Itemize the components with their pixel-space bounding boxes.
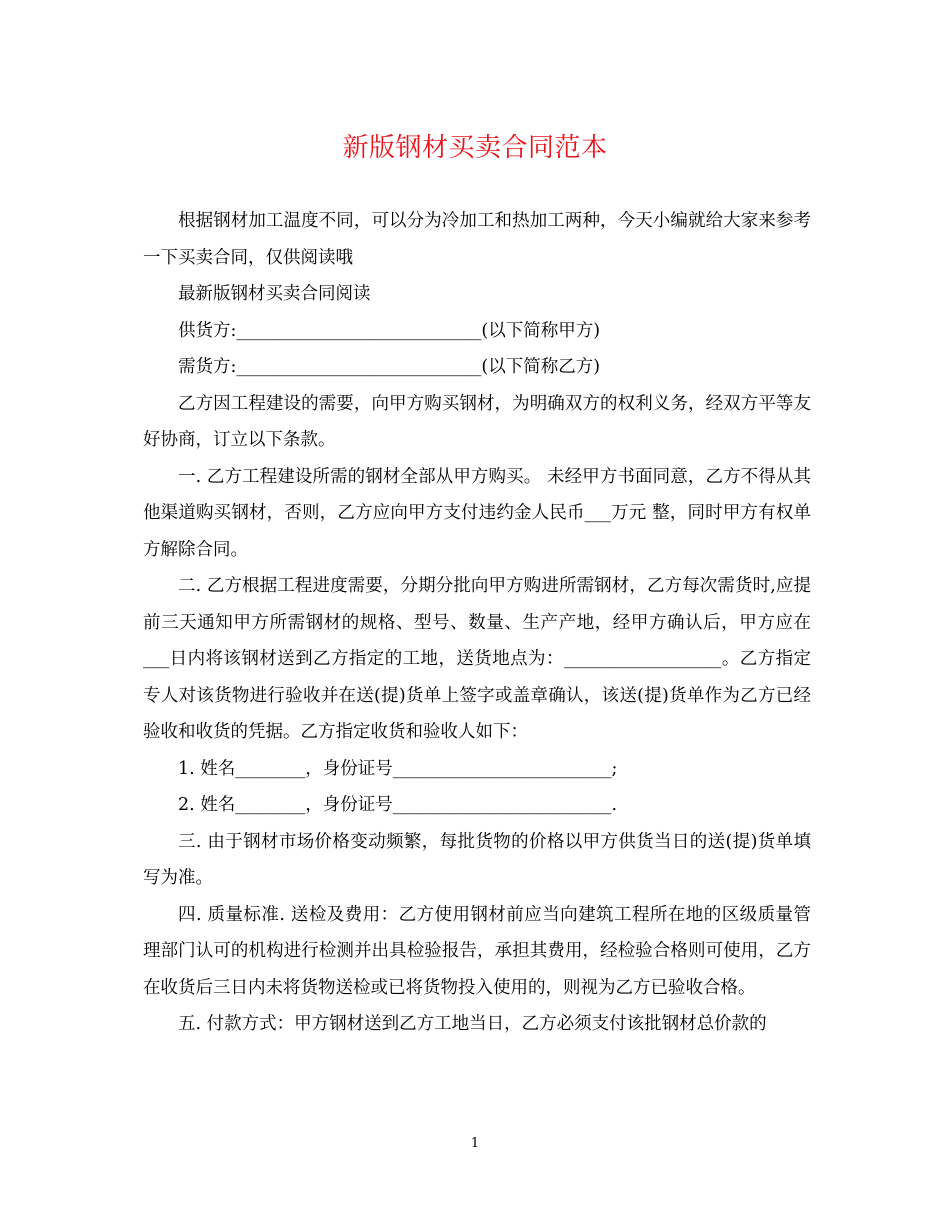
intro-paragraph: 根据钢材加工温度不同，可以分为冷加工和热加工两种，今天小编就给大家来参考一下买卖合同，仅供阅读哦 — [143, 211, 811, 268]
buyer-line: 需货方:____________________________(以下简称乙方) — [178, 357, 601, 377]
clause-4: 四. 质量标准. 送检及费用：乙方使用钢材前应当向建筑工程所在地的区级质量管理部门认可的机构进行检测并出具检验报告，承担其费用，经检验合格则可使用，乙方在收货后三日内未将货物送检或已将货物投入使用的，则视为乙方已验收合格。 — [143, 904, 811, 998]
section-heading: 最新版钢材买卖合同阅读 — [178, 284, 371, 304]
clause-5: 五. 付款方式：甲方钢材送到乙方工地当日，乙方必须支付该批钢材总价款的 — [178, 1014, 767, 1034]
document-title: 新版钢材买卖合同范本 — [342, 133, 608, 163]
document-body — [143, 203, 811, 1043]
clause-2: 二. 乙方根据工程进度需要，分期分批向甲方购进所需钢材，乙方每次需货时,应提前三天通知甲方所需钢材的规格、型号、数量、生产产地，经甲方确认后，甲方应在___日内将该钢材送到乙方指定的工地，送货地点为：__________________。乙方指定专人对该货物进行验收并在送(提)货单上签字或盖章确认，该送(提)货单作为乙方已经验收和收货的凭据。乙方指定收货和验收人如下： — [143, 576, 811, 742]
supplier-line: 供货方:____________________________(以下简称甲方) — [178, 320, 601, 341]
clause-1: 一. 乙方工程建设所需的钢材全部从甲方购买。 未经甲方书面同意，乙方不得从其他渠道购买钢材，否则，乙方应向甲方支付违约金人民币___万元 整，同时甲方有权单方解除合同。 — [143, 466, 811, 560]
preamble-paragraph: 乙方因工程建设的需要，向甲方购买钢材，为明确双方的权利义务，经双方平等友好协商，订立以下条款。 — [143, 393, 811, 450]
page-number: 1 — [470, 1136, 480, 1151]
receiver-1-line: 1. 姓名________，身份证号_________________________; — [178, 758, 618, 779]
receiver-2-line: 2. 姓名________，身份证号_________________________. — [178, 795, 618, 815]
clause-3: 三. 由于钢材市场价格变动频繁，每批货物的价格以甲方供货当日的送(提)货单填写为准。 — [143, 831, 811, 888]
